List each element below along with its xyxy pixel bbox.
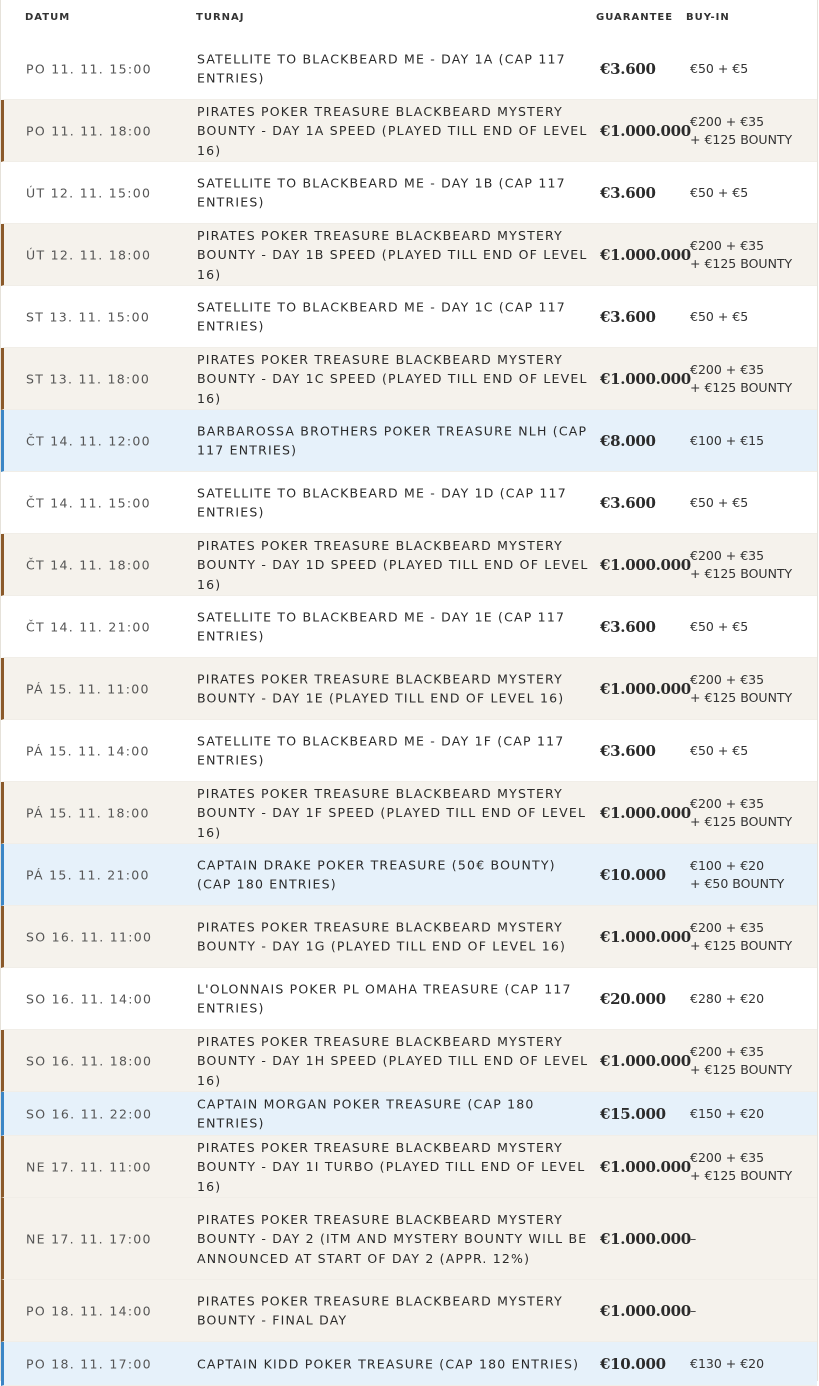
row-guarantee: €1.000.000	[600, 369, 691, 388]
row-guarantee: €1.000.000	[600, 555, 691, 574]
row-buyin-bounty: + €125 BOUNTY	[690, 689, 793, 705]
row-buyin-bounty: + €50 BOUNTY	[690, 875, 785, 891]
row-date: ČT 14. 11. 12:00	[26, 433, 151, 448]
row-buyin	[690, 742, 748, 760]
row-buyin-main: €50 + €5	[690, 60, 749, 76]
row-date: SO 16. 11. 18:00	[26, 1053, 153, 1068]
row-guarantee: €1.000.000	[600, 1301, 691, 1320]
row-guarantee: €20.000	[600, 989, 666, 1008]
row-date: ÚT 12. 11. 15:00	[26, 185, 152, 200]
table-row[interactable]	[1, 906, 817, 968]
row-buyin-main: €50 + €5	[690, 308, 749, 324]
row-buyin-main: €100 + €15	[690, 432, 765, 448]
row-buyin	[690, 308, 748, 326]
row-buyin	[690, 113, 792, 149]
row-guarantee: €3.600	[600, 741, 656, 760]
table-row[interactable]	[1, 534, 817, 596]
row-tournament-name: PIRATES POKER TREASURE BLACKBEARD MYSTERY BOUNTY - DAY 1D SPEED (PLAYED TILL END OF LEVEL 16)	[197, 537, 589, 592]
table-row[interactable]	[1, 1280, 817, 1342]
row-buyin-main: €200 + €35	[690, 237, 765, 253]
header-datum: DATUM	[25, 12, 71, 23]
row-buyin	[690, 1105, 764, 1123]
row-buyin	[690, 494, 748, 512]
row-tournament-name: PIRATES POKER TREASURE BLACKBEARD MYSTERY BOUNTY - DAY 1C SPEED (PLAYED TILL END OF LEVEL 16)	[197, 351, 588, 406]
row-buyin-bounty: + €125 BOUNTY	[690, 565, 793, 581]
row-buyin	[690, 857, 784, 893]
row-guarantee: €10.000	[600, 1354, 666, 1373]
table-row[interactable]	[1, 658, 817, 720]
row-buyin	[690, 237, 792, 273]
row-date: ÚT 12. 11. 18:00	[26, 247, 152, 262]
header-turnaj: TURNAJ	[196, 12, 245, 23]
row-guarantee: €3.600	[600, 183, 656, 202]
row-tournament-name: SATELLITE TO BLACKBEARD ME - DAY 1B (CAP 117 ENTRIES)	[197, 175, 566, 210]
row-date: PÁ 15. 11. 18:00	[26, 805, 150, 820]
row-tournament-name: PIRATES POKER TREASURE BLACKBEARD MYSTERY BOUNTY - DAY 1H SPEED (PLAYED TILL END OF LEVEL 16)	[197, 1033, 589, 1088]
row-guarantee: €1.000.000	[600, 679, 691, 698]
row-buyin-main: €50 + €5	[690, 494, 749, 510]
table-row[interactable]	[1, 162, 817, 224]
table-row[interactable]	[1, 782, 817, 844]
row-date: PÁ 15. 11. 14:00	[26, 743, 150, 758]
table-row[interactable]	[1, 348, 817, 410]
row-date: NE 17. 11. 17:00	[26, 1231, 152, 1246]
row-date: ST 13. 11. 15:00	[26, 309, 151, 324]
row-buyin	[690, 795, 792, 831]
row-date: PO 11. 11. 15:00	[26, 61, 152, 76]
row-guarantee: €15.000	[600, 1104, 666, 1123]
header-buyin: BUY-IN	[686, 12, 730, 23]
table-row[interactable]	[1, 100, 817, 162]
row-tournament-name: SATELLITE TO BLACKBEARD ME - DAY 1A (CAP 117 ENTRIES)	[197, 51, 566, 86]
table-row[interactable]	[1, 224, 817, 286]
table-row[interactable]	[1, 720, 817, 782]
header-guarantee: GUARANTEE	[596, 12, 674, 23]
table-row[interactable]	[1, 844, 817, 906]
row-buyin	[690, 1230, 696, 1248]
table-row[interactable]	[1, 1136, 817, 1198]
row-buyin-bounty: + €125 BOUNTY	[690, 1061, 793, 1077]
row-tournament-name: L'OLONNAIS POKER PL OMAHA TREASURE (CAP 117 ENTRIES)	[197, 981, 572, 1016]
row-date: SO 16. 11. 11:00	[26, 929, 153, 944]
table-row[interactable]	[1, 472, 817, 534]
row-date: PO 11. 11. 18:00	[26, 123, 152, 138]
row-buyin	[690, 547, 792, 583]
row-buyin-main: €100 + €20	[690, 857, 765, 873]
row-guarantee: €1.000.000	[600, 121, 691, 140]
row-date: NE 17. 11. 11:00	[26, 1159, 152, 1174]
row-tournament-name: CAPTAIN MORGAN POKER TREASURE (CAP 180 ENTRIES)	[197, 1096, 535, 1131]
row-tournament-name: SATELLITE TO BLACKBEARD ME - DAY 1D (CAP 117 ENTRIES)	[197, 485, 567, 520]
row-buyin-main: €130 + €20	[690, 1355, 765, 1371]
row-date: SO 16. 11. 14:00	[26, 991, 153, 1006]
row-guarantee: €3.600	[600, 59, 656, 78]
row-buyin-main: €200 + €35	[690, 547, 765, 563]
row-buyin	[690, 1355, 764, 1373]
row-date: PÁ 15. 11. 11:00	[26, 681, 150, 696]
row-tournament-name: PIRATES POKER TREASURE BLACKBEARD MYSTERY BOUNTY - DAY 2 (ITM AND MYSTERY BOUNTY WILL BE ANNOUNCED AT START OF DAY 2 (APPR. 12%)	[197, 1211, 588, 1266]
row-buyin-bounty: + €125 BOUNTY	[690, 937, 793, 953]
row-tournament-name: PIRATES POKER TREASURE BLACKBEARD MYSTERY BOUNTY - FINAL DAY	[197, 1293, 563, 1328]
row-buyin-main: €200 + €35	[690, 1149, 765, 1165]
row-guarantee: €3.600	[600, 493, 656, 512]
row-tournament-name: CAPTAIN KIDD POKER TREASURE (CAP 180 ENTRIES)	[197, 1355, 580, 1371]
row-buyin	[690, 361, 792, 397]
row-tournament-name: SATELLITE TO BLACKBEARD ME - DAY 1C (CAP 117 ENTRIES)	[197, 299, 566, 334]
row-guarantee: €3.600	[600, 617, 656, 636]
row-buyin-bounty: + €125 BOUNTY	[690, 131, 793, 147]
row-date: ČT 14. 11. 15:00	[26, 495, 151, 510]
row-buyin	[690, 60, 748, 78]
table-row[interactable]	[1, 1342, 817, 1386]
table-row[interactable]	[1, 1030, 817, 1092]
row-date: SO 16. 11. 22:00	[26, 1106, 153, 1121]
row-buyin-bounty: + €125 BOUNTY	[690, 813, 793, 829]
row-tournament-name: PIRATES POKER TREASURE BLACKBEARD MYSTERY BOUNTY - DAY 1I TURBO (PLAYED TILL END OF LEVEL 16)	[197, 1139, 586, 1194]
row-buyin-main: €150 + €20	[690, 1105, 765, 1121]
row-buyin-main: €50 + €5	[690, 618, 749, 634]
row-date: ST 13. 11. 18:00	[26, 371, 151, 386]
table-row[interactable]	[1, 968, 817, 1030]
row-buyin-main: €280 + €20	[690, 990, 765, 1006]
row-tournament-name: SATELLITE TO BLACKBEARD ME - DAY 1E (CAP 117 ENTRIES)	[197, 609, 566, 644]
row-buyin-bounty: + €125 BOUNTY	[690, 379, 793, 395]
row-buyin	[690, 671, 792, 707]
row-buyin	[690, 432, 764, 450]
row-guarantee: €3.600	[600, 307, 656, 326]
table-row[interactable]	[1, 596, 817, 658]
row-tournament-name: PIRATES POKER TREASURE BLACKBEARD MYSTERY BOUNTY - DAY 1E (PLAYED TILL END OF LEVEL 16)	[197, 671, 565, 706]
row-guarantee: €10.000	[600, 865, 666, 884]
row-guarantee: €1.000.000	[600, 1051, 691, 1070]
row-buyin-bounty: + €125 BOUNTY	[690, 255, 793, 271]
row-tournament-name: PIRATES POKER TREASURE BLACKBEARD MYSTERY BOUNTY - DAY 1G (PLAYED TILL END OF LEVEL 16)	[197, 919, 567, 954]
row-guarantee: €1.000.000	[600, 1229, 691, 1248]
row-buyin-main: –	[690, 1230, 697, 1246]
row-guarantee: €1.000.000	[600, 803, 691, 822]
row-date: ČT 14. 11. 18:00	[26, 557, 151, 572]
row-date: PÁ 15. 11. 21:00	[26, 867, 150, 882]
row-buyin-main: €50 + €5	[690, 742, 749, 758]
row-tournament-name: BARBAROSSA BROTHERS POKER TREASURE NLH (CAP 117 ENTRIES)	[197, 423, 588, 458]
row-guarantee: €1.000.000	[600, 1157, 691, 1176]
row-date: ČT 14. 11. 21:00	[26, 619, 151, 634]
row-buyin-main: €200 + €35	[690, 795, 765, 811]
table-row[interactable]	[1, 1092, 817, 1136]
row-buyin	[690, 990, 764, 1008]
row-buyin-bounty: + €125 BOUNTY	[690, 1167, 793, 1183]
row-buyin	[690, 1302, 696, 1320]
row-tournament-name: CAPTAIN DRAKE POKER TREASURE (50€ BOUNTY) (CAP 180 ENTRIES)	[197, 857, 556, 892]
row-buyin-main: €200 + €35	[690, 671, 765, 687]
row-date: PO 18. 11. 17:00	[26, 1356, 152, 1371]
row-buyin	[690, 1149, 792, 1185]
table-row[interactable]	[1, 410, 817, 472]
table-row[interactable]	[1, 38, 817, 100]
row-guarantee: €8.000	[600, 431, 656, 450]
row-buyin	[690, 184, 748, 202]
row-guarantee: €1.000.000	[600, 245, 691, 264]
row-buyin	[690, 1043, 792, 1079]
table-header	[1, 0, 817, 39]
row-tournament-name: PIRATES POKER TREASURE BLACKBEARD MYSTERY BOUNTY - DAY 1A SPEED (PLAYED TILL END OF LEVEL 16)	[197, 103, 588, 158]
row-buyin-main: –	[690, 1302, 697, 1318]
row-buyin-main: €200 + €35	[690, 113, 765, 129]
row-tournament-name: PIRATES POKER TREASURE BLACKBEARD MYSTERY BOUNTY - DAY 1F SPEED (PLAYED TILL END OF LEVEL 16)	[197, 785, 587, 840]
row-guarantee: €1.000.000	[600, 927, 691, 946]
row-buyin-main: €200 + €35	[690, 919, 765, 935]
row-buyin-main: €200 + €35	[690, 361, 765, 377]
row-date: PO 18. 11. 14:00	[26, 1303, 152, 1318]
row-buyin	[690, 618, 748, 636]
row-buyin	[690, 919, 792, 955]
table-row[interactable]	[1, 286, 817, 348]
row-buyin-main: €200 + €35	[690, 1043, 765, 1059]
row-buyin-main: €50 + €5	[690, 184, 749, 200]
row-tournament-name: SATELLITE TO BLACKBEARD ME - DAY 1F (CAP 117 ENTRIES)	[197, 733, 565, 768]
table-row[interactable]	[1, 1198, 817, 1280]
table-body	[1, 38, 817, 1386]
row-tournament-name: PIRATES POKER TREASURE BLACKBEARD MYSTERY BOUNTY - DAY 1B SPEED (PLAYED TILL END OF LEVEL 16)	[197, 227, 588, 282]
